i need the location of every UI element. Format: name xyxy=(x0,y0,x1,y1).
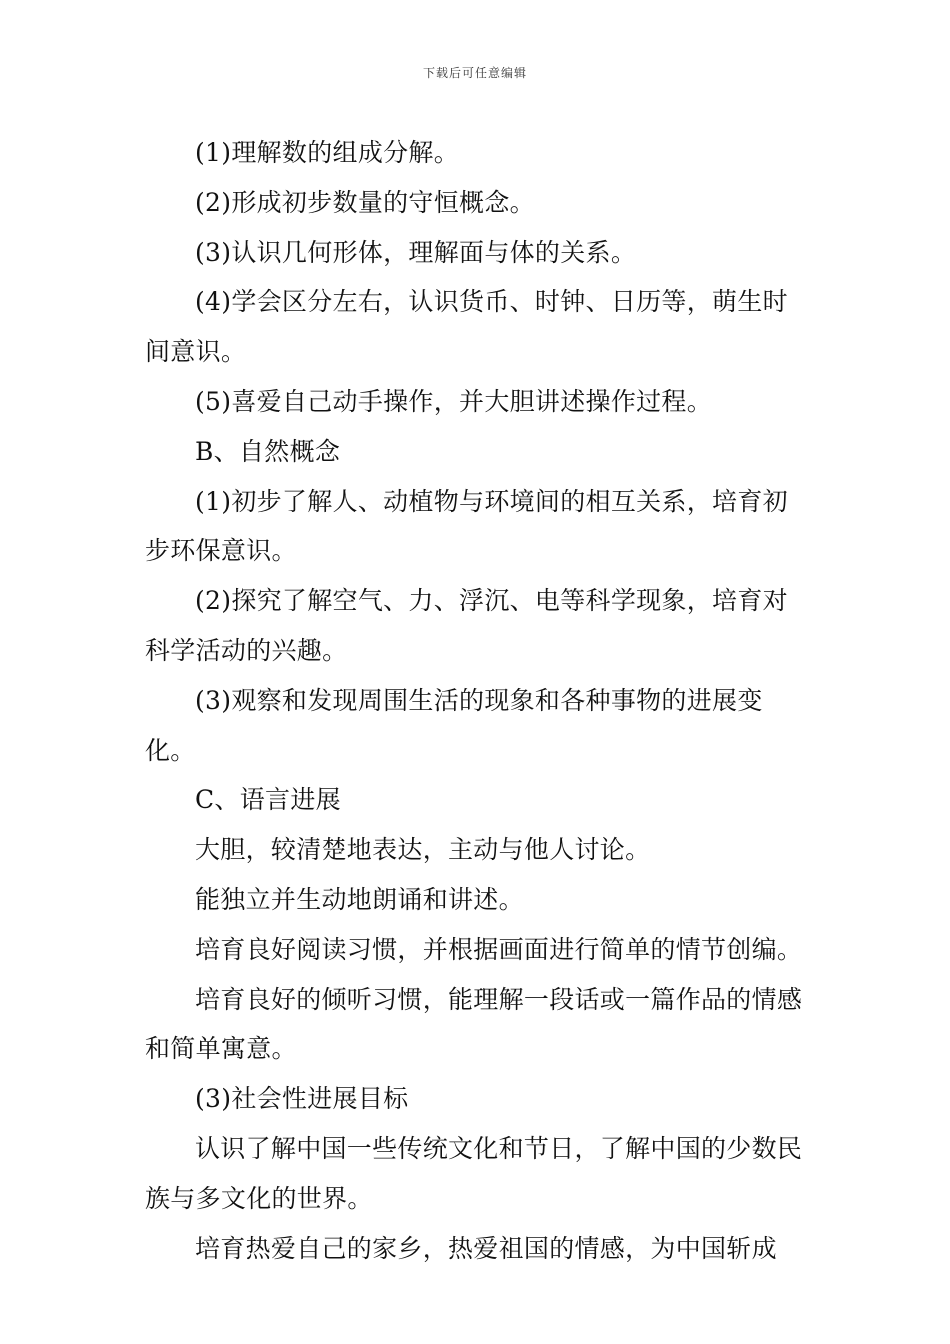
section-heading: C、语言进展 xyxy=(195,785,341,815)
page-header: 下载后可任意编辑 xyxy=(422,66,527,80)
paragraph: (3)观察和发现周围生活的现象和各种事物的进展变化。 xyxy=(145,685,763,765)
paragraph: (4)学会区分左右，认识货币、时钟、日历等，萌生时间意识。 xyxy=(145,287,788,367)
paragraph: 能独立并生动地朗诵和讲述。 xyxy=(195,884,524,914)
paragraph: 大胆，较清楚地表达，主动与他人讨论。 xyxy=(195,835,651,865)
paragraph: 培育良好阅读习惯，并根据画面进行简单的情节创编。 xyxy=(195,934,803,964)
paragraph: (2)形成初步数量的守恒概念。 xyxy=(195,187,535,217)
section-heading: B、自然概念 xyxy=(195,436,341,466)
paragraph: 培育热爱自己的家乡，热爱祖国的情感，为中国斩成 xyxy=(195,1233,777,1263)
paragraph: (3)认识几何形体，理解面与体的关系。 xyxy=(195,237,637,267)
document-body xyxy=(145,128,810,1273)
paragraph: (5)喜爱自己动手操作，并大胆讲述操作过程。 xyxy=(195,386,713,416)
paragraph: 认识了解中国一些传统文化和节日，了解中国的少数民族与多文化的世界。 xyxy=(145,1133,803,1213)
section-heading: (3)社会性进展目标 xyxy=(195,1084,409,1114)
paragraph: (2)探究了解空气、力、浮沉、电等科学现象，培育对科学活动的兴趣。 xyxy=(145,586,788,665)
paragraph: (1)理解数的组成分解。 xyxy=(195,138,460,167)
paragraph: 培育良好的倾听习惯，能理解一段话或一篇作品的情感和简单寓意。 xyxy=(145,984,803,1064)
paragraph: (1)初步了解人、动植物与环境间的相互关系，培育初步环保意识。 xyxy=(145,486,788,566)
